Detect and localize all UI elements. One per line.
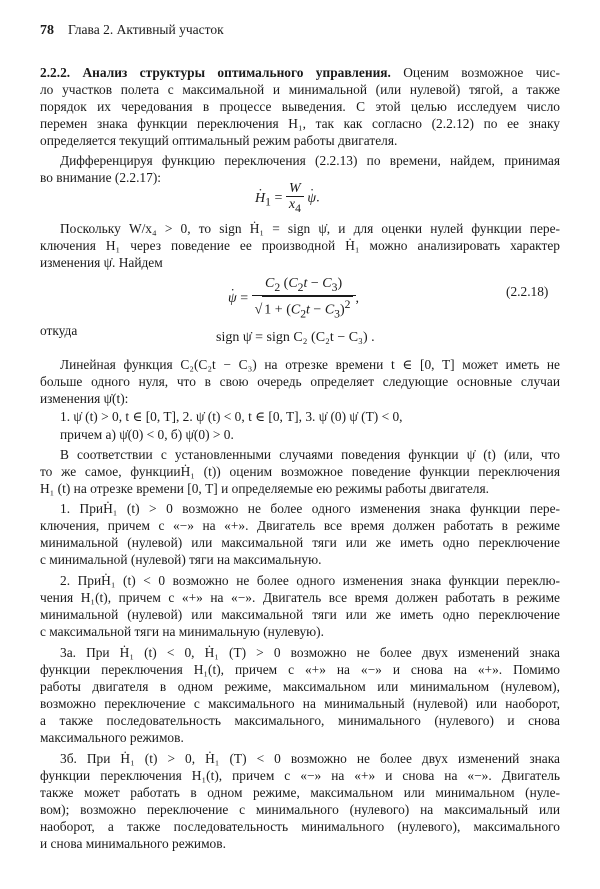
chapter-title: Глава 2. Активный участок	[68, 22, 224, 37]
text-line: ключения H₁ через поведение ее производной Ḣ₁ можно анализировать характер	[40, 238, 560, 253]
text-line: минимальной (нулевой) или максимальной тяги или же иметь одно переключение	[40, 607, 560, 622]
text-line: порядок их чередования в процессе выведения. С этой целью исследуем число	[40, 99, 560, 114]
text-line: перемен знака функции переключения H₁, так как согласно (2.2.12) по ее знаку	[40, 116, 560, 131]
text-line: чения H₁(t), причем с «+» на «−». Двигатель все время должен работать в режиме	[40, 590, 560, 605]
text-line: 3а. При Ḣ₁ (t) < 0, Ḣ₁ (T) > 0 возможно не более двух изменений знака	[60, 645, 560, 660]
text-line: во внимание (2.2.17):	[40, 170, 161, 185]
equation-psi-dot: · ψ = $\frac{C_2 (C_2t - C_3)}{√ 1 + (C_2t - C_3)^2}$ ,	[228, 276, 359, 321]
text-line: откуда	[40, 323, 78, 338]
text-line: 2. ПриḢ₁ (t) < 0 возможно не более одного изменения знака функции переклю-	[60, 573, 560, 588]
text-line: H₁ (t) на отрезке времени [0, T] и определяемые ею режимы работы двигателя.	[40, 481, 489, 496]
page-number: 78	[40, 23, 54, 38]
text-line: то же самое, функцииḢ₁ (t)) оценим возможное поведение функции переключения	[40, 464, 560, 479]
text-line: и снова минимального режимов.	[40, 836, 226, 851]
text-span: Оценим возможное чис-	[403, 65, 560, 80]
text-line: изменения ψ̇. Найдем	[40, 255, 163, 270]
text-line: вом); возможно переключение с минимального (нулевого) на максимальный или	[40, 802, 560, 817]
text-line: Линейная функция C₂(C₂t − C₃) на отрезке времени t ∈ [0, T] может иметь не	[60, 357, 560, 372]
text-line: функции переключения H₁(t), причем с «+» на «−» и снова на «+». Помимо	[40, 662, 560, 677]
text-line: ло участков полета с максимальной и минимальной (или нулевой) тягой, а также	[40, 82, 560, 97]
text-line: наоборот, а также последовательность минимального (нулевого), максимального	[40, 819, 560, 834]
text-line: также может работать в одном режиме, максимальном или минимальном (нуле-	[40, 785, 560, 800]
text-line: 1. ψ̇ (t) > 0, t ∈ [0, T], 2. ψ̇ (t) < 0, t ∈ [0, T], 3. ψ̇ (0) ψ̇ (T) < 0,	[60, 409, 403, 424]
text-line: ключения, причем с «−» на «+». Двигатель все время должен работать в режиме	[40, 518, 560, 533]
text-line: больше одного нуля, что в свою очередь определяет следующие основные случаи	[40, 374, 560, 389]
text-line: минимальной (нулевой) или максимальной тяги или же иметь одно переключение	[40, 535, 560, 550]
equation-sign-psi: sign ψ̇ = sign C₂ (C₂t − C₃) .	[216, 330, 375, 345]
text-line: с минимальной (нулевой) тяги на максимальную.	[40, 552, 322, 567]
text-line: Дифференцируя функцию переключения (2.2.13) по времени, найдем, принимая	[60, 153, 560, 168]
text-line	[40, 64, 560, 81]
text-line: функции переключения H₁(t), причем с «−» на «+» и снова на «−». Двигатель	[40, 768, 560, 783]
text-line: 3б. При Ḣ₁ (t) > 0, Ḣ₁ (T) < 0 возможно не более двух изменений знака	[60, 751, 560, 766]
text-line: определяется текущий оптимальный режим работы двигателя.	[40, 133, 398, 148]
text-line: В соответствии с установленными случаями поведения функции ψ̇ (t) (или, что	[60, 447, 560, 462]
text-line: причем а) ψ̇(0) < 0, б) ψ̇(0) > 0.	[60, 427, 234, 442]
section-heading: 2.2.2. Анализ структуры оптимального управления.	[40, 65, 391, 80]
running-header	[40, 22, 224, 39]
text-line: максимального режимов.	[40, 730, 184, 745]
text-line: работы двигателя в одном режиме, максимальном или минимальном (нулевом),	[40, 679, 560, 694]
text-line: 1. ПриḢ₁ (t) > 0 возможно не более одного изменения знака функции пере-	[60, 501, 560, 516]
text-line: а также последовательность максимального, минимального (нулевого) и снова	[40, 713, 560, 728]
text-line: Поскольку W/x₄ > 0, то sign Ḣ₁ = sign ψ̇, и для оценки нулей функции пере-	[60, 221, 560, 236]
equation-derivative-H1: · $H_1$ = $\frac{W}{x_4}$ · ψ.	[255, 181, 320, 216]
text-line: возможно переключение с максимального на минимальный (нулевой) или наоборот,	[40, 696, 560, 711]
text-line: изменения ψ̇(t):	[40, 391, 129, 406]
equation-number: (2.2.18)	[506, 284, 549, 299]
text-line: с максимальной тяги на минимальную (нулевую).	[40, 624, 324, 639]
